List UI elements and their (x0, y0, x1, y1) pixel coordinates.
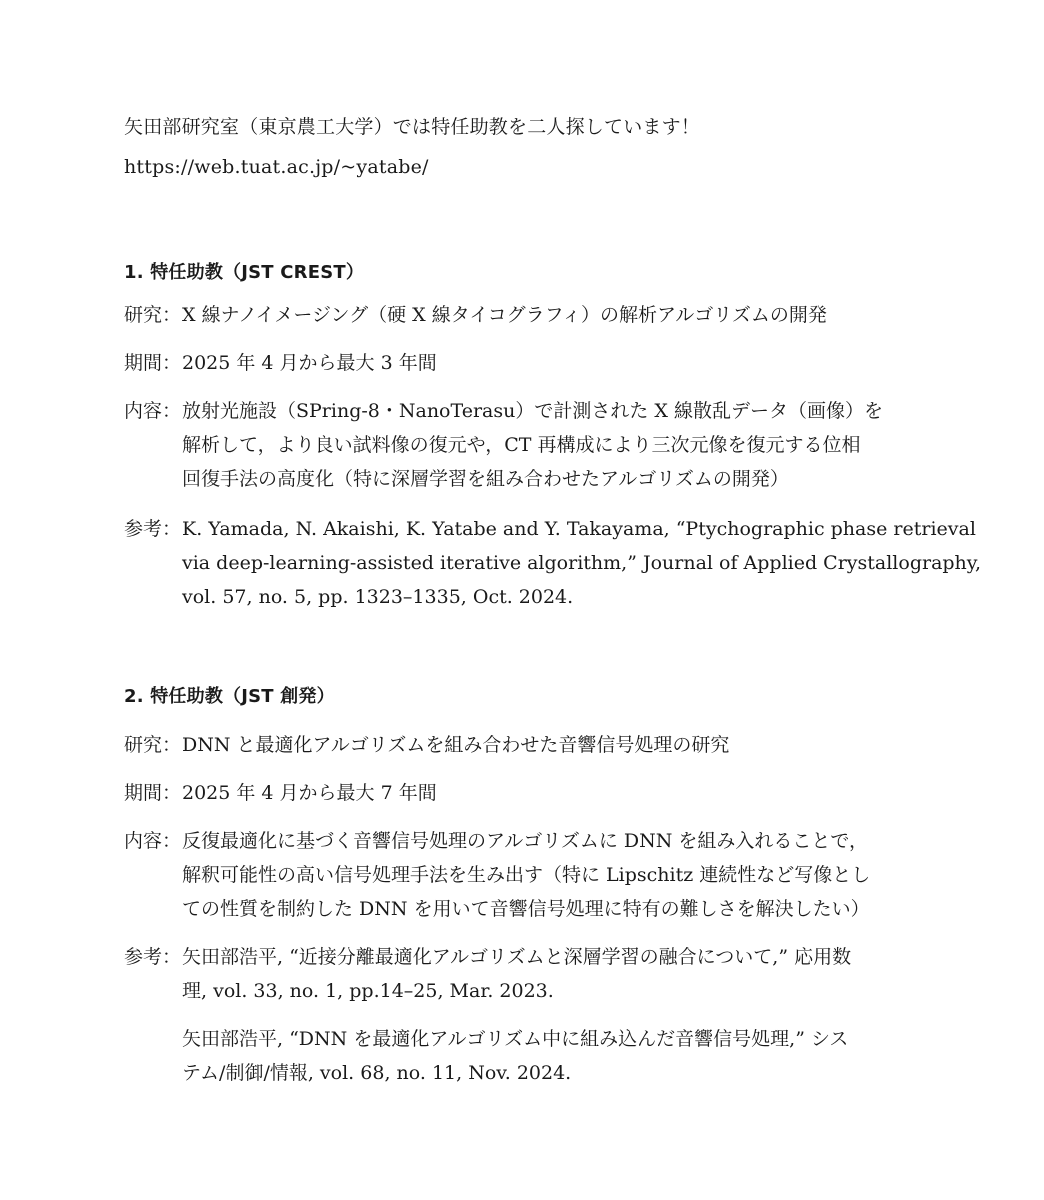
research-label: 研究： (124, 304, 182, 326)
reference-line: vol. 57, no. 5, pp. 1323–1335, Oct. 2024. (182, 586, 574, 608)
reference-line: via deep-learning-assisted iterative algorithm,” Journal of Applied Crystallography, (182, 552, 982, 574)
research-label: 研究： (124, 734, 182, 756)
content-line: 反復最適化に基づく音響信号処理のアルゴリズムに DNN を組み入れることで， (182, 830, 869, 852)
reference-label: 参考： (124, 518, 182, 540)
period-label: 期間： (124, 352, 182, 374)
period-text: 2025 年 4 月から最大 3 年間 (182, 352, 437, 374)
intro-text: 矢田部研究室（東京農工大学）では特任助教を二人探しています！ (124, 116, 701, 138)
research-text: DNN と最適化アルゴリズムを組み合わせた音響信号処理の研究 (182, 734, 730, 756)
section1-heading: 1. 特任助教（JST CREST） (124, 262, 365, 283)
content-line: ての性質を制約した DNN を用いて音響信号処理に特有の難しさを解決したい） (182, 898, 870, 920)
reference-line: テム/制御/情報, vol. 68, no. 11, Nov. 2024. (182, 1062, 572, 1084)
section2-heading: 2. 特任助教（JST 創発） (124, 686, 335, 707)
lab-url[interactable]: https://web.tuat.ac.jp/~yatabe/ (124, 156, 429, 178)
reference-label: 参考： (124, 946, 182, 968)
reference-line: 理, vol. 33, no. 1, pp.14–25, Mar. 2023. (182, 980, 554, 1002)
period-label: 期間： (124, 782, 182, 804)
content-line: 放射光施設（SPring-8・NanoTerasu）で計測された X 線散乱データ（画像）を (182, 400, 883, 422)
reference-line: 矢田部浩平, “DNN を最適化アルゴリズム中に組み込んだ音響信号処理,” シス (182, 1028, 849, 1050)
period-text: 2025 年 4 月から最大 7 年間 (182, 782, 437, 804)
reference-line: 矢田部浩平, “近接分離最適化アルゴリズムと深層学習の融合について,” 応用数 (182, 946, 852, 968)
content-line: 解析して，より良い試料像の復元や，CT 再構成により三次元像を復元する位相 (182, 434, 861, 456)
research-text: X 線ナノイメージング（硬 X 線タイコグラフィ）の解析アルゴリズムの開発 (182, 304, 827, 326)
content-line: 解釈可能性の高い信号処理手法を生み出す（特に Lipschitz 連続性など写像とし (182, 864, 871, 886)
content-label: 内容： (124, 830, 182, 852)
content-line: 回復手法の高度化（特に深層学習を組み合わせたアルゴリズムの開発） (182, 468, 789, 490)
reference-line: K. Yamada, N. Akaishi, K. Yatabe and Y. Takayama, “Ptychographic phase retrieval (182, 518, 976, 540)
content-label: 内容： (124, 400, 182, 422)
